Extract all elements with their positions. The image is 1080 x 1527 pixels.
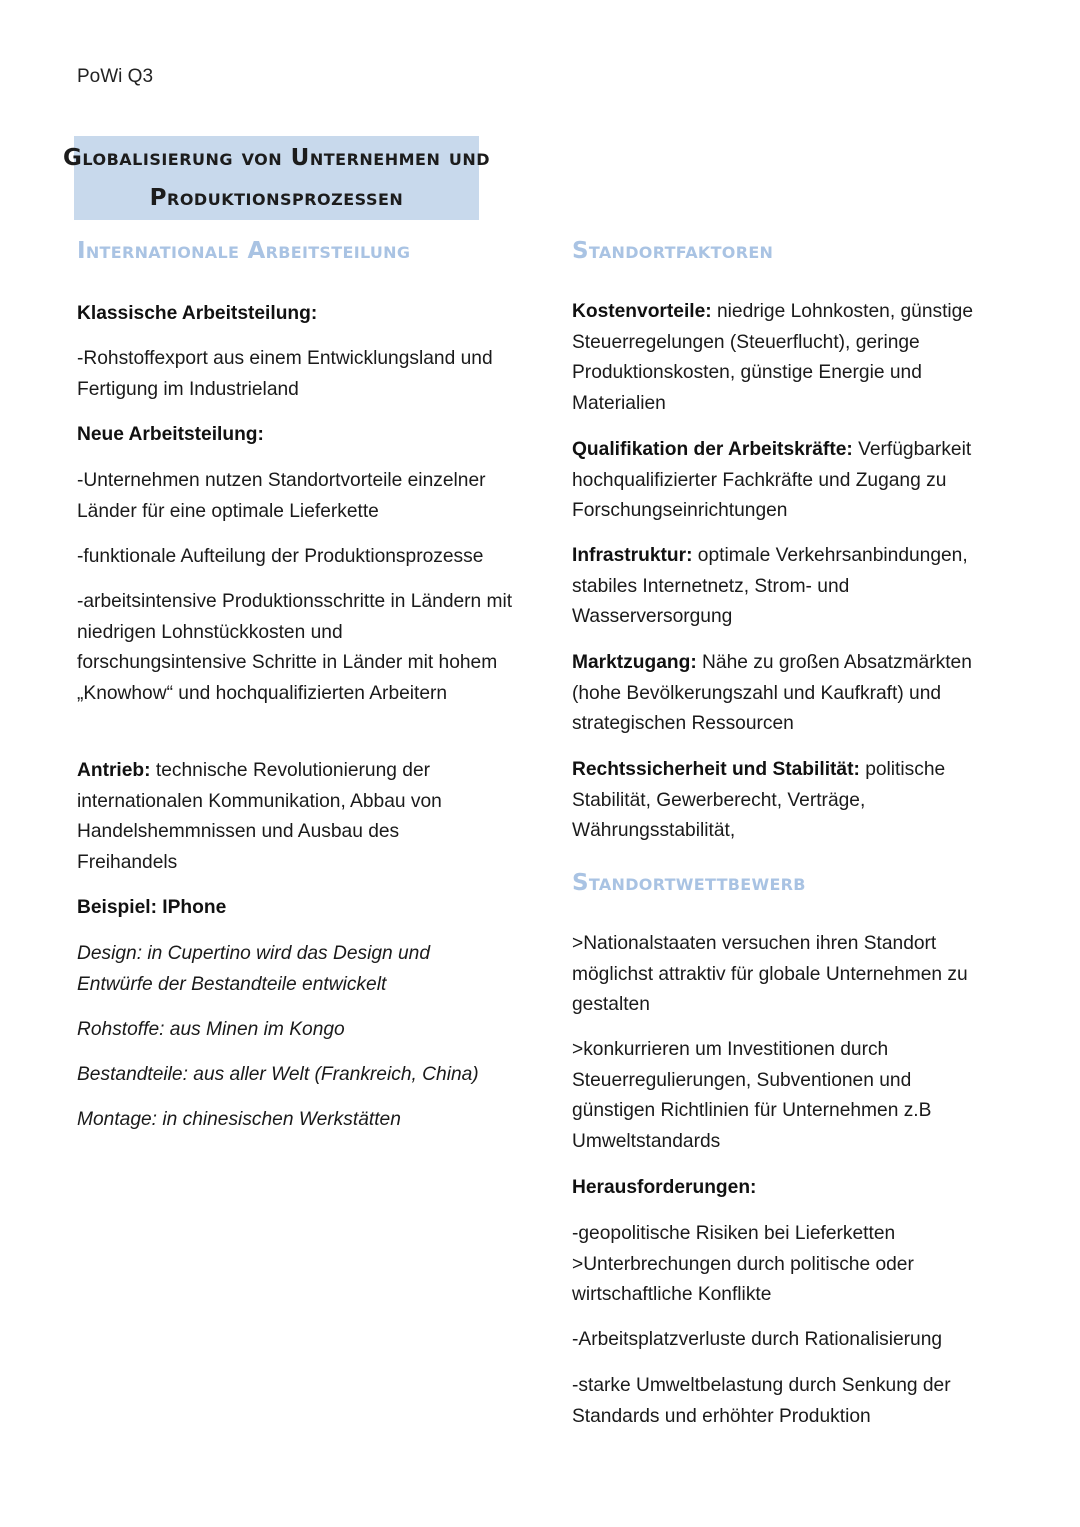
heading-location-factors: Standortfaktoren — [572, 238, 774, 264]
new-division-point-1: -Unternehmen nutzen Standortvorteile einzelner Länder für eine optimale Lieferkette — [77, 470, 486, 522]
challenge-2: -Arbeitsplatzverluste durch Rationalisierung — [572, 1329, 943, 1350]
classic-division-text: -Rohstoffexport aus einem Entwicklungsland und Fertigung im Industrieland — [77, 348, 493, 400]
market-access — [572, 648, 992, 740]
qualification-text: Verfügbarkeit hochqualifizierter Fachkräfte und Zugang zu Forschungseinrichtungen — [572, 439, 972, 522]
title-box — [62, 136, 491, 220]
heading-international-division: Internationale Arbeitsteilung — [77, 238, 411, 264]
drive-paragraph — [77, 756, 497, 879]
cost-advantages — [572, 297, 992, 420]
example-label: Beispiel: IPhone — [77, 897, 227, 918]
challenges-label: Herausforderungen: — [572, 1177, 757, 1198]
legal-text: politische Stabilität, Gewerberecht, Verträge, Währungsstabilität, — [572, 759, 946, 842]
new-division-point-2: -funktionale Aufteilung der Produktionsprozesse — [77, 546, 484, 567]
title-line-1: Globalisierung von Unternehmen und — [62, 145, 491, 171]
legal-stability — [572, 755, 972, 847]
competition-point-1: >Nationalstaaten versuchen ihren Standort möglichst attraktiv für globale Unternehmen zu gestalten — [572, 933, 968, 1016]
challenge-1: -geopolitische Risiken bei Lieferketten >Unterbrechungen durch politische oder wirtschaftliche Konflikte — [572, 1223, 914, 1306]
infrastructure — [572, 541, 992, 633]
drive-text: technische Revolutionierung der internationalen Kommunikation, Abbau von Handelshemmnissen und Ausbau des Freihandels — [77, 760, 442, 874]
new-division-label: Neue Arbeitsteilung: — [77, 424, 264, 445]
example-raw-materials: Rohstoffe: aus Minen im Kongo — [77, 1019, 345, 1040]
title-line-2: Produktionsprozessen — [149, 185, 404, 211]
drive-label: Antrieb: — [77, 760, 151, 781]
infrastructure-label: Infrastruktur: — [572, 545, 693, 566]
infrastructure-text: optimale Verkehrsanbindungen, stabiles Internetnetz, Strom- und Wasserversorgung — [572, 545, 968, 628]
example-design: Design: in Cupertino wird das Design und Entwürfe der Bestandteile entwickelt — [77, 943, 431, 995]
example-components: Bestandteile: aus aller Welt (Frankreich, China) — [77, 1064, 479, 1085]
classic-division-label: Klassische Arbeitsteilung: — [77, 303, 318, 324]
qualification-label: Qualifikation der Arbeitskräfte: — [572, 439, 853, 460]
example-assembly: Montage: in chinesischen Werkstätten — [77, 1109, 401, 1130]
new-division-point-3: -arbeitsintensive Produktionsschritte in Ländern mit niedrigen Lohnstückkosten und forschungsintensive Schritte in Länder mit hohem „Knowhow“ und hochqualifizierten Arbeitern — [77, 591, 513, 705]
header-label: PoWi Q3 — [77, 66, 154, 87]
heading-location-competition: Standortwettbewerb — [572, 870, 806, 896]
market-text: Nähe zu großen Absatzmärkten (hohe Bevölkerungszahl und Kaufkraft) und strategischen Ressourcen — [572, 652, 972, 735]
cost-text: niedrige Lohnkosten, günstige Steuerregelungen (Steuerflucht), geringe Produktionskosten, günstige Energie und Materialien — [572, 301, 974, 415]
workforce-qualification — [572, 435, 992, 527]
legal-label: Rechtssicherheit und Stabilität: — [572, 759, 860, 780]
challenge-3: -starke Umweltbelastung durch Senkung der Standards und erhöhter Produktion — [572, 1375, 951, 1427]
competition-point-2: >konkurrieren um Investitionen durch Steuerregulierungen, Subventionen und günstigen Richtlinien für Unternehmen z.B Umweltstandards — [572, 1039, 932, 1153]
market-label: Marktzugang: — [572, 652, 697, 673]
cost-label: Kostenvorteile: — [572, 301, 712, 322]
